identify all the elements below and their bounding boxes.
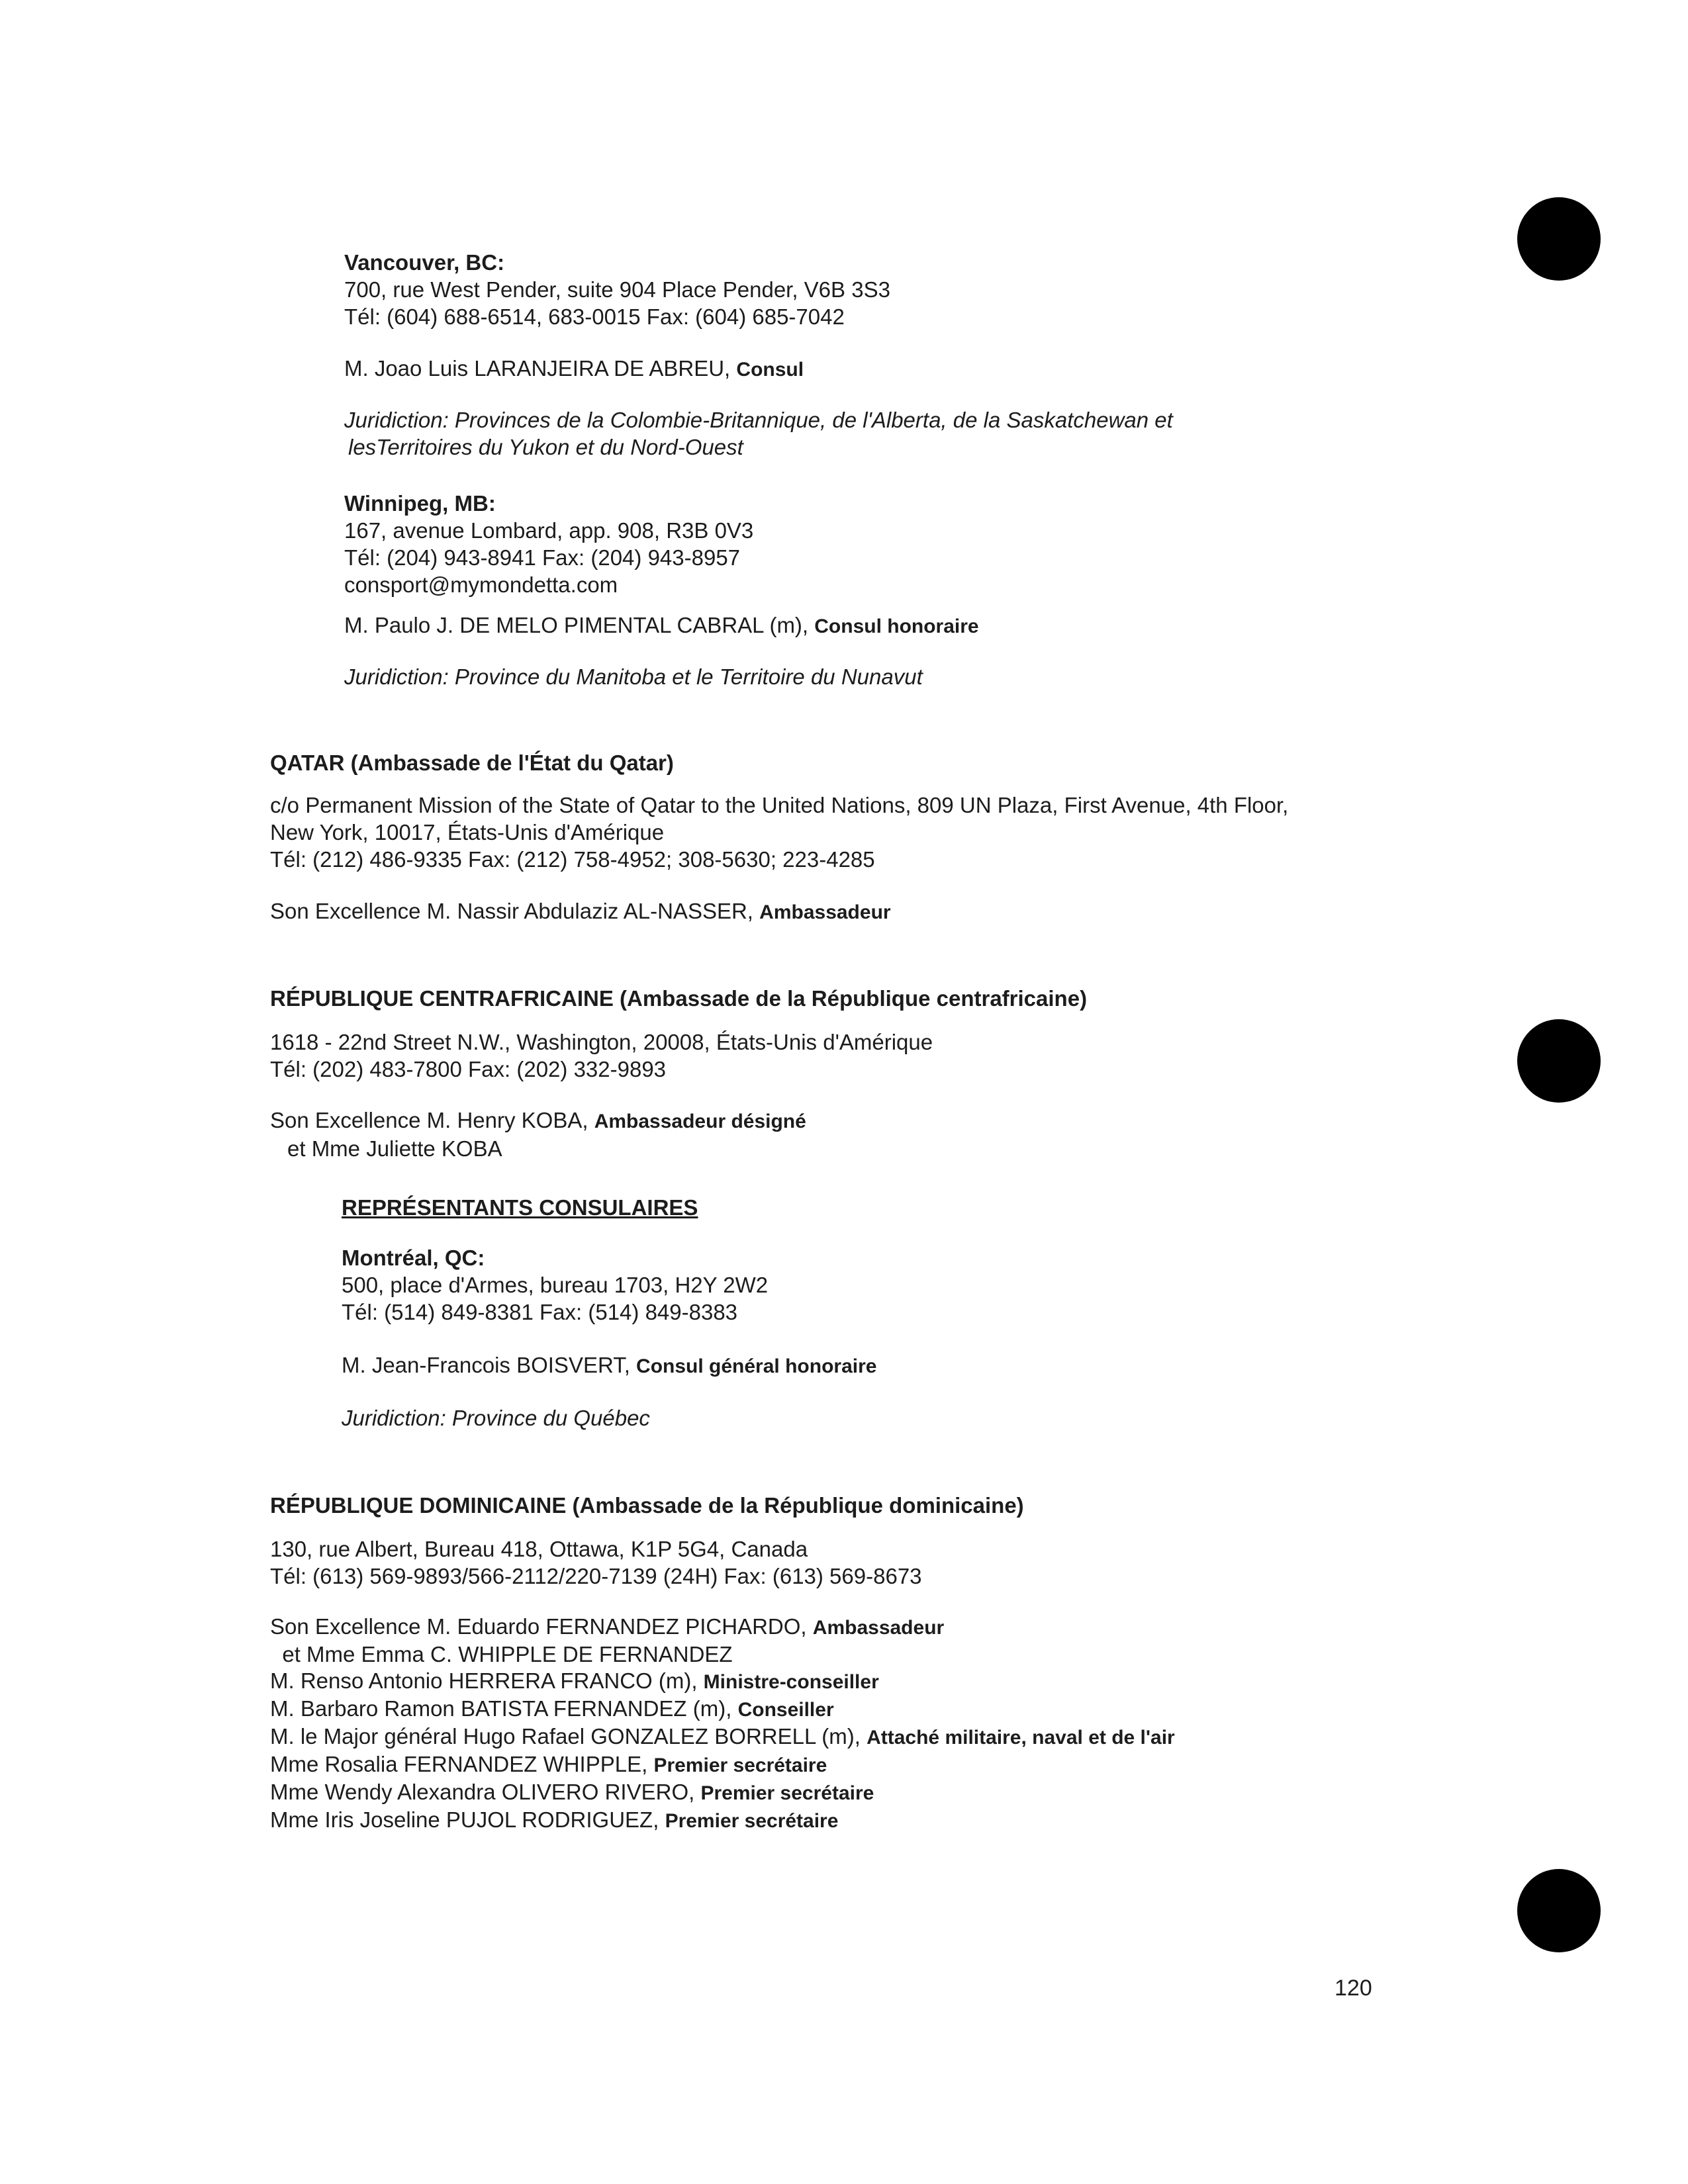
- winnipeg-email: consport@mymondetta.com: [344, 572, 618, 597]
- winnipeg-jurisdiction: Juridiction: Province du Manitoba et le Territoire du Nunavut: [344, 664, 923, 689]
- staff-title: Ambassadeur: [812, 1617, 945, 1639]
- winnipeg-heading: Winnipeg, MB:: [344, 491, 496, 516]
- rca-contact: [270, 1028, 933, 1083]
- montreal-consul: [342, 1351, 876, 1380]
- qatar-contact: [270, 792, 1288, 873]
- dominicaine-contact: [270, 1535, 922, 1590]
- rca-spouse: et Mme Juliette KOBA: [287, 1136, 502, 1161]
- winnipeg-phone: Tél: (204) 943-8941 Fax: (204) 943-8957: [344, 545, 741, 570]
- vancouver-address: 700, rue West Pender, suite 904 Place Pender, V6B 3S3: [344, 277, 890, 302]
- staff-row: [270, 1807, 1175, 1835]
- qatar-ambassador-title: Ambassadeur: [759, 901, 891, 923]
- rca-ambassador-title: Ambassadeur désigné: [594, 1111, 806, 1132]
- qatar-address-line2: New York, 10017, États-Unis d'Amérique: [270, 820, 665, 844]
- staff-title: Premier secrétaire: [665, 1810, 839, 1832]
- rca-ambassador-name: Son Excellence M. Henry KOBA,: [270, 1108, 588, 1132]
- staff-row: [270, 1779, 1175, 1807]
- staff-row: [270, 1641, 1175, 1668]
- punch-hole-bottom: [1517, 1869, 1601, 1952]
- vancouver-consul-title: Consul: [736, 359, 804, 381]
- staff-title: Conseiller: [737, 1699, 834, 1721]
- staff-name: et Mme Emma C. WHIPPLE DE FERNANDEZ: [270, 1642, 733, 1666]
- vancouver-jurisdiction-line1: Juridiction: Provinces de la Colombie-Britannique, de l'Alberta, de la Saskatchewan et: [344, 408, 1173, 432]
- winnipeg-consul-name: M. Paulo J. DE MELO PIMENTAL CABRAL (m),: [344, 613, 809, 637]
- winnipeg-section: [344, 490, 753, 598]
- vancouver-phone: Tél: (604) 688-6514, 683-0015 Fax: (604) 685-7042: [344, 304, 845, 329]
- staff-row: [270, 1668, 1175, 1696]
- staff-row: [270, 1696, 1175, 1723]
- staff-name: M. le Major général Hugo Rafael GONZALEZ BORRELL (m),: [270, 1724, 861, 1749]
- montreal-consul-name: M. Jean-Francois BOISVERT,: [342, 1353, 630, 1377]
- montreal-consul-title: Consul général honoraire: [636, 1355, 877, 1377]
- staff-title: Premier secrétaire: [653, 1754, 827, 1776]
- dominicaine-staff-list: [270, 1614, 1175, 1835]
- vancouver-consul: [344, 355, 804, 383]
- vancouver-jurisdiction: [344, 406, 1173, 461]
- winnipeg-consul: [344, 612, 979, 640]
- vancouver-heading: Vancouver, BC:: [344, 250, 505, 275]
- staff-name: Mme Rosalia FERNANDEZ WHIPPLE,: [270, 1752, 648, 1776]
- staff-name: M. Barbaro Ramon BATISTA FERNANDEZ (m),: [270, 1696, 732, 1721]
- qatar-phone: Tél: (212) 486-9335 Fax: (212) 758-4952; 308-5630; 223-4285: [270, 847, 875, 872]
- montreal-heading: Montréal, QC:: [342, 1246, 485, 1270]
- staff-title: Ministre-conseiller: [703, 1671, 879, 1693]
- montreal-jurisdiction: Juridiction: Province du Québec: [342, 1406, 650, 1430]
- staff-name: M. Renso Antonio HERRERA FRANCO (m),: [270, 1668, 698, 1693]
- montreal-phone: Tél: (514) 849-8381 Fax: (514) 849-8383: [342, 1300, 738, 1324]
- winnipeg-address: 167, avenue Lombard, app. 908, R3B 0V3: [344, 518, 754, 543]
- staff-name: Mme Iris Joseline PUJOL RODRIGUEZ,: [270, 1807, 659, 1832]
- montreal-address: 500, place d'Armes, bureau 1703, H2Y 2W2: [342, 1273, 769, 1297]
- rca-address: 1618 - 22nd Street N.W., Washington, 20008, États-Unis d'Amérique: [270, 1030, 933, 1054]
- punch-hole-middle: [1517, 1019, 1601, 1103]
- rca-heading: RÉPUBLIQUE CENTRAFRICAINE (Ambassade de la République centrafricaine): [270, 986, 1088, 1011]
- punch-hole-top: [1517, 197, 1601, 281]
- vancouver-consul-name: M. Joao Luis LARANJEIRA DE ABREU,: [344, 356, 731, 381]
- staff-title: Attaché militaire, naval et de l'air: [867, 1727, 1175, 1749]
- qatar-ambassador-name: Son Excellence M. Nassir Abdulaziz AL-NASSER,: [270, 899, 753, 923]
- vancouver-jurisdiction-line2: lesTerritoires du Yukon et du Nord-Ouest: [348, 435, 743, 459]
- rca-consular-heading: REPRÉSENTANTS CONSULAIRES: [342, 1195, 698, 1220]
- vancouver-section: [344, 249, 890, 330]
- rca-ambassador: [270, 1107, 806, 1162]
- staff-row: [270, 1751, 1175, 1779]
- dominicaine-phone: Tél: (613) 569-9893/566-2112/220-7139 (24H) Fax: (613) 569-8673: [270, 1564, 922, 1588]
- staff-row: [270, 1614, 1175, 1641]
- rca-phone: Tél: (202) 483-7800 Fax: (202) 332-9893: [270, 1057, 667, 1081]
- dominicaine-heading: RÉPUBLIQUE DOMINICAINE (Ambassade de la République dominicaine): [270, 1493, 1024, 1518]
- dominicaine-address: 130, rue Albert, Bureau 418, Ottawa, K1P 5G4, Canada: [270, 1537, 808, 1561]
- montreal-section: [342, 1244, 768, 1326]
- staff-title: Premier secrétaire: [700, 1782, 874, 1804]
- qatar-ambassador: [270, 897, 891, 926]
- qatar-heading: QATAR (Ambassade de l'État du Qatar): [270, 751, 674, 775]
- staff-name: Son Excellence M. Eduardo FERNANDEZ PICHARDO,: [270, 1614, 807, 1639]
- staff-name: Mme Wendy Alexandra OLIVERO RIVERO,: [270, 1780, 695, 1804]
- winnipeg-consul-title: Consul honoraire: [814, 615, 979, 637]
- staff-row: [270, 1723, 1175, 1751]
- page-number: 120: [1335, 1976, 1372, 2001]
- qatar-address-line1: c/o Permanent Mission of the State of Qatar to the United Nations, 809 UN Plaza, First Avenue, 4th Floor,: [270, 793, 1289, 817]
